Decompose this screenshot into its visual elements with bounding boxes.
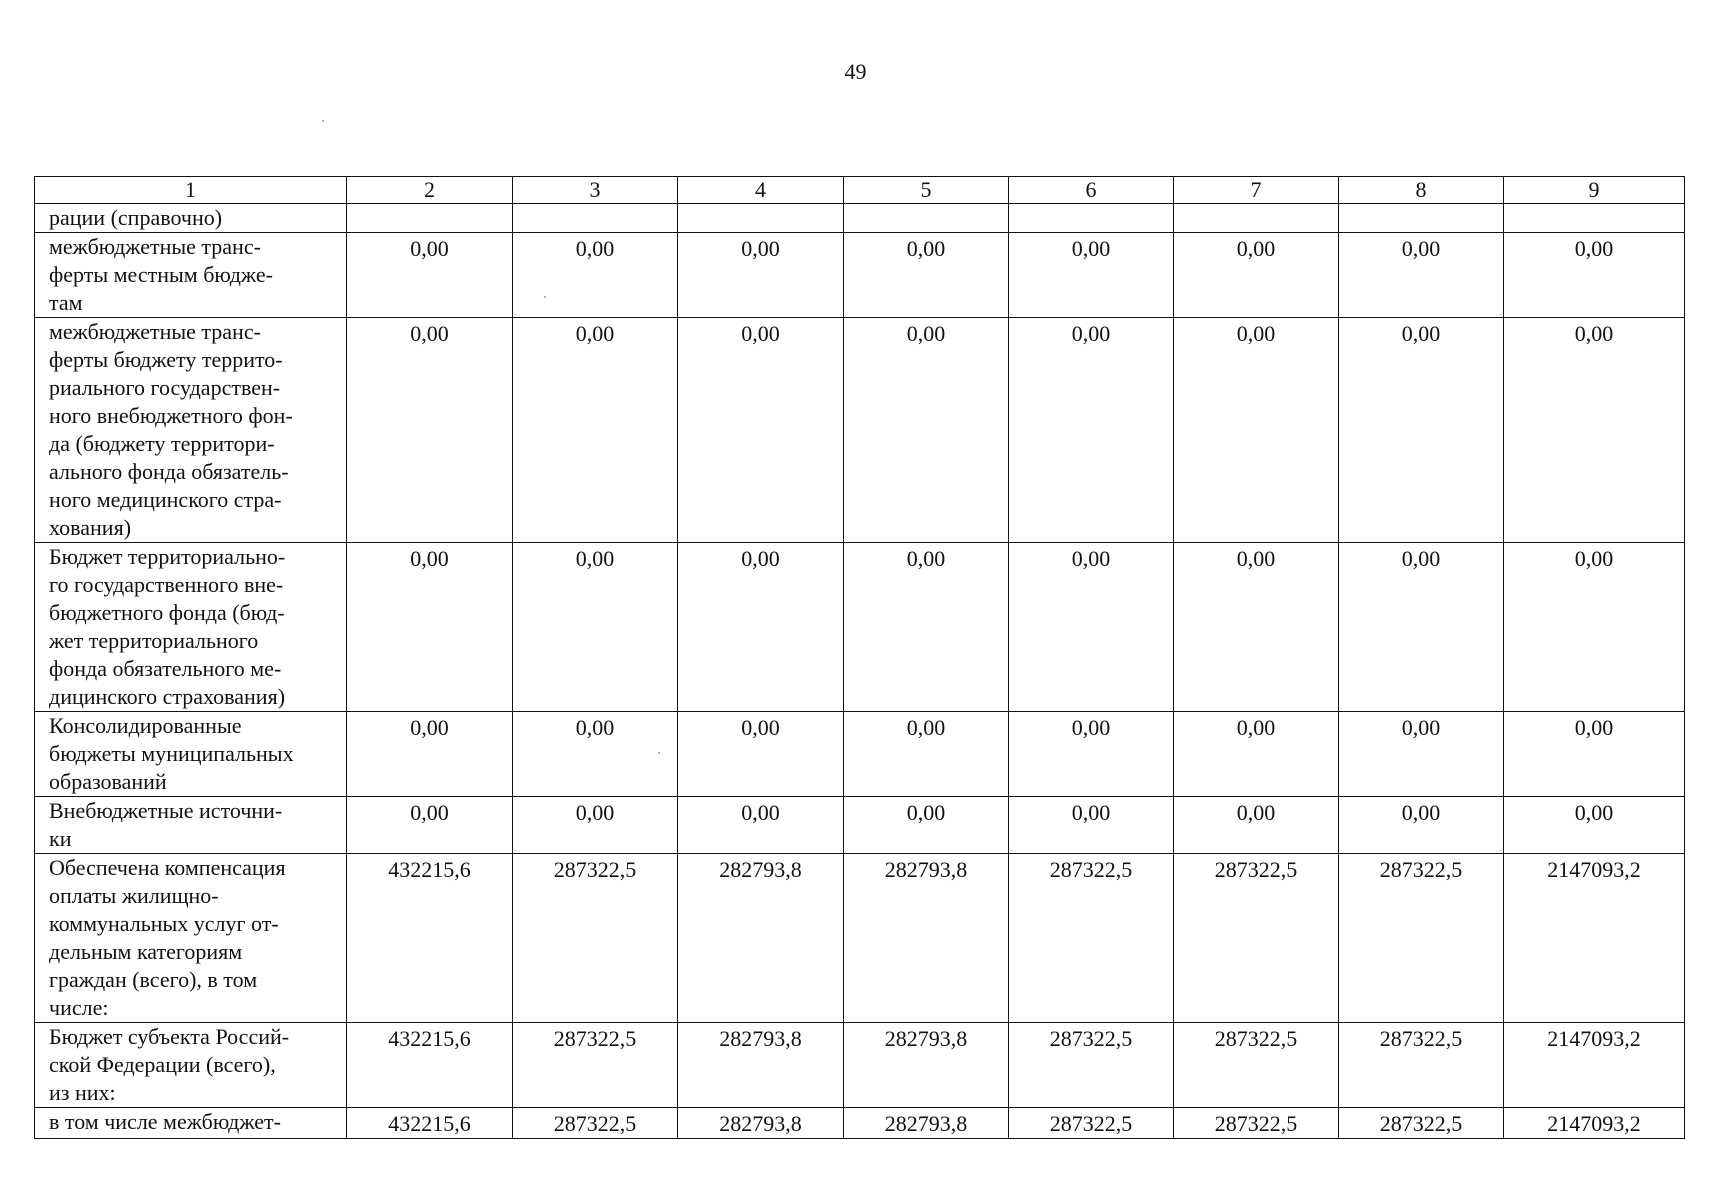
value-cell: 0,00 [347, 797, 513, 854]
row-label: межбюджетные транс- ферты местным бюдже- там [49, 234, 273, 315]
value-cell: 0,00 [678, 318, 844, 543]
row-label: Обеспечена компенсация оплаты жилищно- коммунальных услуг от- дельным категориям граждан (всего), в том числе: [49, 855, 286, 1020]
value-cell: 0,00 [1504, 318, 1685, 543]
value-cell [678, 204, 844, 233]
value-cell: 0,00 [1504, 797, 1685, 854]
value-cell: 287322,5 [1174, 1023, 1339, 1108]
column-header-8: 8 [1339, 177, 1504, 204]
value-cell: 0,00 [1174, 543, 1339, 712]
row-label-cell [35, 318, 347, 543]
value-cell: 0,00 [844, 318, 1009, 543]
value-cell: 0,00 [844, 797, 1009, 854]
value-cell: 287322,5 [1174, 854, 1339, 1023]
scan-speck [322, 120, 324, 122]
budget-table [34, 176, 1685, 1139]
row-label-cell [35, 854, 347, 1023]
row-label: Бюджет территориально- го государственного вне- бюджетного фонда (бюд- жет территориального фонда обязательного ме- дицинского страхования) [49, 544, 286, 709]
value-cell: 282793,8 [678, 854, 844, 1023]
value-cell: 0,00 [347, 712, 513, 797]
value-cell: 0,00 [513, 543, 678, 712]
value-cell: 0,00 [347, 543, 513, 712]
value-cell: 0,00 [1339, 797, 1504, 854]
value-cell [844, 204, 1009, 233]
table-row [35, 204, 1685, 233]
value-cell: 2147093,2 [1504, 854, 1685, 1023]
value-cell: 0,00 [347, 318, 513, 543]
value-cell: 282793,8 [678, 1023, 844, 1108]
table-row [35, 233, 1685, 318]
value-cell: 0,00 [1504, 543, 1685, 712]
value-cell [1174, 204, 1339, 233]
value-cell: 287322,5 [1339, 1023, 1504, 1108]
value-cell: 287322,5 [513, 854, 678, 1023]
value-cell: 0,00 [678, 543, 844, 712]
column-header-4: 4 [678, 177, 844, 204]
value-cell: 0,00 [1504, 233, 1685, 318]
row-label: Бюджет субъекта Россий- ской Федерации (всего), из них: [49, 1024, 290, 1105]
table-row [35, 1108, 1685, 1139]
value-cell: 287322,5 [1009, 1023, 1174, 1108]
column-header-6: 6 [1009, 177, 1174, 204]
row-label-cell [35, 233, 347, 318]
row-label-cell [35, 712, 347, 797]
row-label-cell [35, 1108, 347, 1139]
value-cell: 0,00 [1504, 712, 1685, 797]
row-label: в том числе межбюджет- [49, 1109, 281, 1134]
value-cell: 287322,5 [1009, 1108, 1174, 1139]
table-header-row [35, 177, 1685, 204]
value-cell: 432215,6 [347, 1023, 513, 1108]
value-cell: 0,00 [678, 712, 844, 797]
value-cell: 287322,5 [1339, 854, 1504, 1023]
page-number: 49 [844, 59, 867, 84]
value-cell: 0,00 [1009, 543, 1174, 712]
value-cell: 287322,5 [1339, 1108, 1504, 1139]
value-cell [1339, 204, 1504, 233]
value-cell: 0,00 [1339, 233, 1504, 318]
value-cell: 0,00 [513, 797, 678, 854]
value-cell: 2147093,2 [1504, 1023, 1685, 1108]
value-cell: 282793,8 [678, 1108, 844, 1139]
row-label: Консолидированные бюджеты муниципальных образований [49, 713, 294, 794]
value-cell: 0,00 [513, 712, 678, 797]
value-cell: 282793,8 [844, 1023, 1009, 1108]
value-cell: 0,00 [1009, 318, 1174, 543]
value-cell [347, 204, 513, 233]
column-header-5: 5 [844, 177, 1009, 204]
value-cell: 0,00 [1339, 543, 1504, 712]
row-label-cell [35, 543, 347, 712]
value-cell: 287322,5 [513, 1023, 678, 1108]
column-header-1: 1 [35, 177, 347, 204]
value-cell: 432215,6 [347, 854, 513, 1023]
row-label-cell [35, 1023, 347, 1108]
value-cell: 0,00 [347, 233, 513, 318]
column-header-7: 7 [1174, 177, 1339, 204]
value-cell: 0,00 [1174, 318, 1339, 543]
table-row [35, 712, 1685, 797]
value-cell: 0,00 [844, 233, 1009, 318]
value-cell: 287322,5 [1174, 1108, 1339, 1139]
value-cell: 287322,5 [1009, 854, 1174, 1023]
table-row [35, 1023, 1685, 1108]
row-label: рации (справочно) [49, 205, 223, 230]
row-label-cell [35, 797, 347, 854]
column-header-3: 3 [513, 177, 678, 204]
value-cell: 432215,6 [347, 1108, 513, 1139]
value-cell: 2147093,2 [1504, 1108, 1685, 1139]
column-header-2: 2 [347, 177, 513, 204]
value-cell: 287322,5 [513, 1108, 678, 1139]
value-cell: 0,00 [1339, 318, 1504, 543]
value-cell: 282793,8 [844, 1108, 1009, 1139]
value-cell: 0,00 [1009, 233, 1174, 318]
value-cell [513, 204, 678, 233]
value-cell: 0,00 [1174, 233, 1339, 318]
table-row [35, 318, 1685, 543]
value-cell: 0,00 [513, 233, 678, 318]
value-cell: 0,00 [1174, 797, 1339, 854]
value-cell: 0,00 [1009, 797, 1174, 854]
value-cell [1009, 204, 1174, 233]
value-cell: 282793,8 [844, 854, 1009, 1023]
value-cell: 0,00 [678, 233, 844, 318]
column-header-9: 9 [1504, 177, 1685, 204]
value-cell: 0,00 [1174, 712, 1339, 797]
table-row [35, 854, 1685, 1023]
row-label: Внебюджетные источни- ки [49, 798, 283, 851]
value-cell: 0,00 [513, 318, 678, 543]
value-cell: 0,00 [1339, 712, 1504, 797]
value-cell: 0,00 [678, 797, 844, 854]
table-row [35, 543, 1685, 712]
value-cell: 0,00 [844, 543, 1009, 712]
row-label-cell [35, 204, 347, 233]
value-cell [1504, 204, 1685, 233]
value-cell: 0,00 [844, 712, 1009, 797]
table-row [35, 797, 1685, 854]
value-cell: 0,00 [1009, 712, 1174, 797]
row-label: межбюджетные транс- ферты бюджету террито- риального государствен- ного внебюджетного фон- да (бюджету территори- ального фонда обязатель- ного медицинского стра- хования) [49, 319, 293, 540]
